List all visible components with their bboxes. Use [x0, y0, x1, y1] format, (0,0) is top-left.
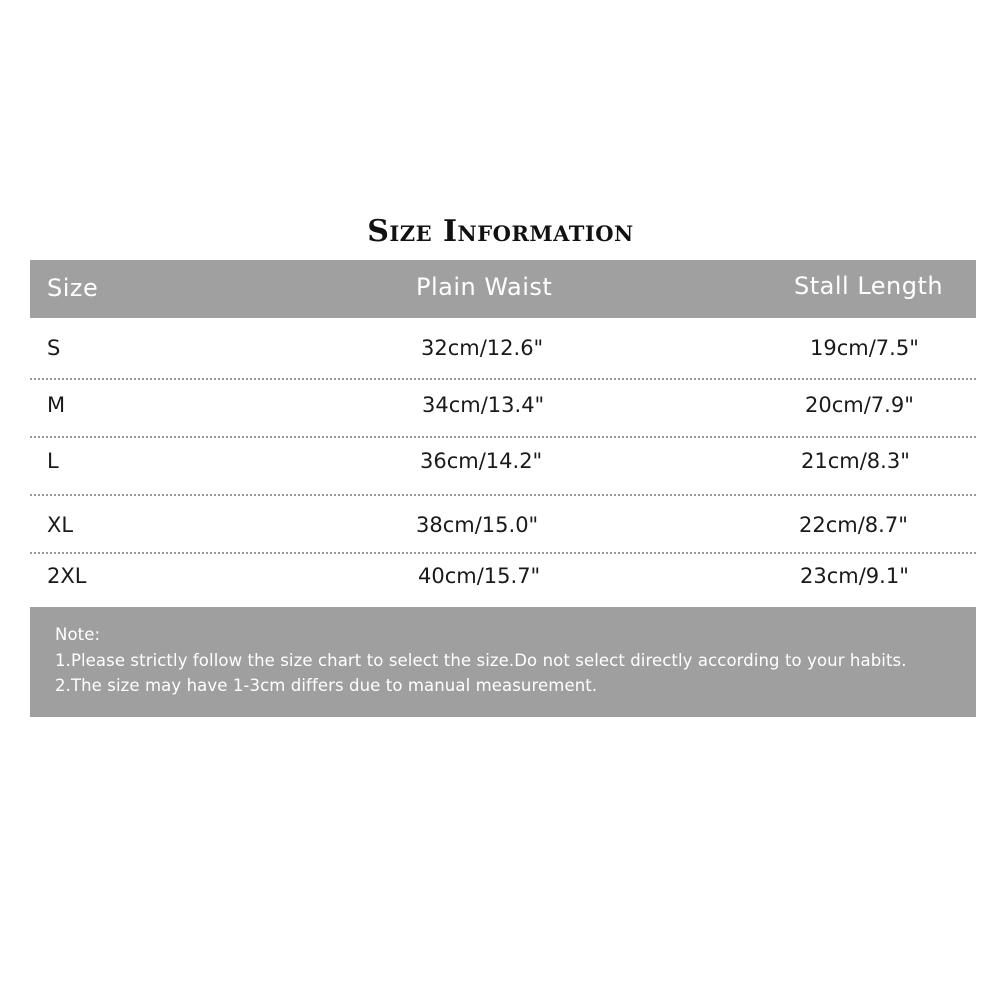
waist-cell: 36cm/14.2" — [420, 449, 543, 473]
size-cell: L — [47, 449, 59, 473]
length-cell: 21cm/8.3" — [801, 449, 910, 473]
header-plain-waist: Plain Waist — [416, 273, 553, 301]
length-cell: 22cm/8.7" — [799, 513, 908, 537]
size-cell: M — [47, 393, 66, 417]
table-row — [30, 380, 976, 436]
note-heading: Note: — [55, 625, 101, 644]
table-header — [30, 260, 976, 318]
waist-cell: 32cm/12.6" — [421, 336, 544, 360]
length-cell: 19cm/7.5" — [810, 336, 919, 360]
note-line-1: 1.Please strictly follow the size chart to select the size.Do not select directly according to your habits. — [55, 650, 907, 670]
length-cell: 20cm/7.9" — [805, 393, 914, 417]
size-cell: 2XL — [47, 564, 87, 588]
table-row — [30, 496, 976, 552]
note-box — [30, 607, 976, 717]
waist-cell: 38cm/15.0" — [416, 513, 539, 537]
size-cell: S — [47, 336, 61, 360]
table-row — [30, 554, 976, 604]
table-row — [30, 318, 976, 378]
waist-cell: 34cm/13.4" — [422, 393, 545, 417]
size-cell: XL — [47, 513, 74, 537]
header-stall-length: Stall Length — [794, 272, 944, 300]
note-line-2: 2.The size may have 1-3cm differs due to manual measurement. — [55, 676, 598, 695]
table-row — [30, 438, 976, 494]
page-title: Size Information — [367, 214, 634, 249]
size-table — [30, 260, 976, 604]
waist-cell: 40cm/15.7" — [418, 564, 541, 588]
header-size: Size — [47, 274, 99, 302]
length-cell: 23cm/9.1" — [800, 564, 909, 588]
